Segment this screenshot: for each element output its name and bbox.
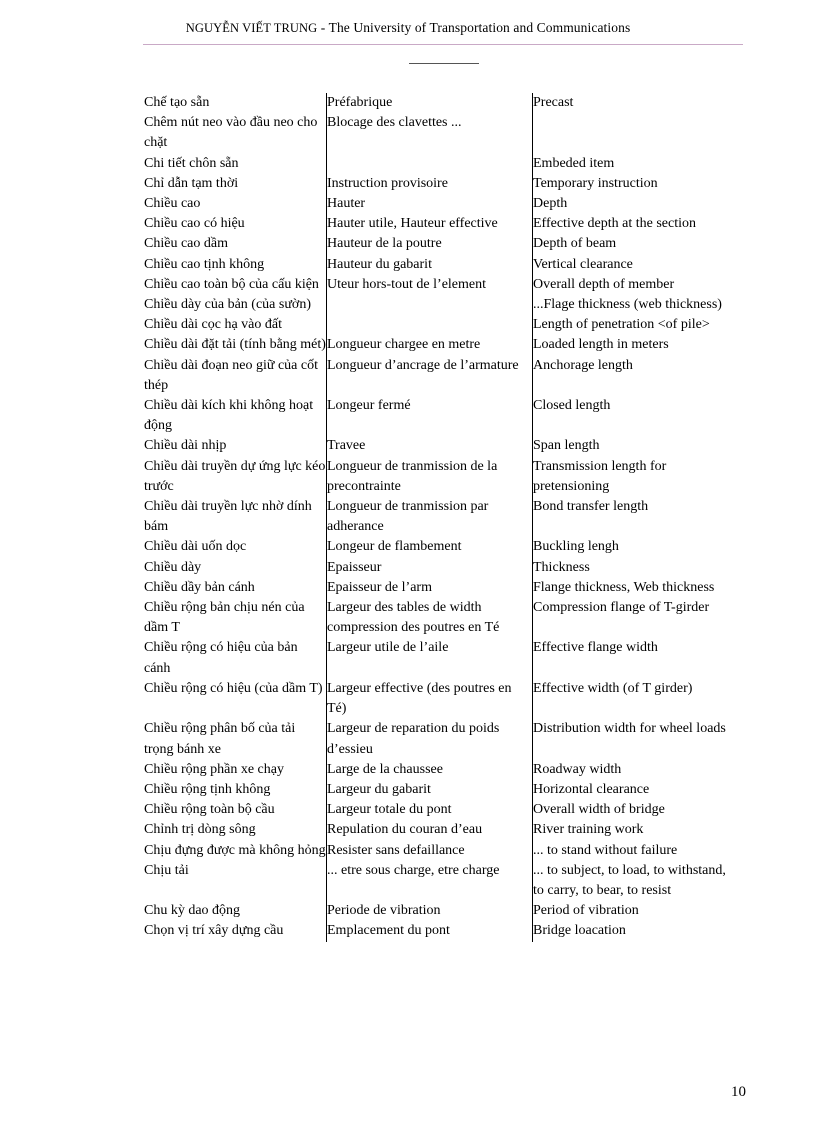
term-french: ... etre sous charge, etre charge bbox=[327, 861, 533, 901]
term-french bbox=[327, 154, 533, 174]
term-english: Horizontal clearance bbox=[533, 781, 650, 797]
glossary-row bbox=[144, 275, 729, 295]
term-french bbox=[327, 315, 533, 335]
term-vietnamese: Chiều rộng có hiệu của bản cánh bbox=[144, 638, 327, 678]
term-french: Epaisseur bbox=[327, 558, 533, 578]
term-english: Temporary instruction bbox=[533, 175, 658, 191]
term-french: Repulation du couran d’eau bbox=[327, 820, 533, 840]
term-english: ... to stand without failure bbox=[533, 842, 678, 858]
term-french: Largeur du gabarit bbox=[327, 780, 533, 800]
glossary-body bbox=[144, 93, 729, 942]
term-english: Effective depth at the section bbox=[533, 216, 697, 232]
term-vietnamese: Chiều dài kích khi không hoạt động bbox=[144, 396, 327, 436]
term-vietnamese: Chu kỳ dao động bbox=[144, 901, 327, 921]
glossary-row bbox=[144, 578, 729, 598]
term-vietnamese: Chiều dài truyền dự ứng lực kéo trước bbox=[144, 457, 327, 497]
term-french: Hauter bbox=[327, 194, 533, 214]
term-english: Roadway width bbox=[533, 761, 622, 777]
glossary-row bbox=[144, 861, 729, 901]
term-english: Thickness bbox=[533, 559, 590, 575]
term-french: Epaisseur de l’arm bbox=[327, 578, 533, 598]
term-english: Effective width (of T girder) bbox=[533, 680, 693, 696]
term-french: Largeur de reparation du poids d’essieu bbox=[327, 719, 533, 759]
term-vietnamese: Chiều cao dầm bbox=[144, 234, 327, 254]
glossary-row bbox=[144, 255, 729, 275]
glossary-row bbox=[144, 194, 729, 214]
term-vietnamese: Chiều dài đoạn neo giữ của cốt thép bbox=[144, 356, 327, 396]
glossary-row bbox=[144, 598, 729, 638]
term-english: Anchorage length bbox=[533, 357, 633, 373]
term-french: Travee bbox=[327, 436, 533, 456]
term-french: Resister sans defaillance bbox=[327, 841, 533, 861]
term-french: Longeur fermé bbox=[327, 396, 533, 436]
term-english: Length of penetration <of pile> bbox=[533, 317, 710, 333]
term-vietnamese: Chiều cao tịnh không bbox=[144, 255, 327, 275]
term-vietnamese: Chiều dày của bản (của sườn) bbox=[144, 295, 327, 315]
term-english: Depth of beam bbox=[533, 236, 617, 252]
glossary-table bbox=[144, 93, 729, 942]
term-vietnamese: Chỉ dẫn tạm thời bbox=[144, 174, 327, 194]
term-vietnamese: Chiều dầy bản cánh bbox=[144, 578, 327, 598]
glossary-row bbox=[144, 93, 729, 113]
term-vietnamese: Chiều rộng tịnh không bbox=[144, 780, 327, 800]
header-rule bbox=[143, 44, 743, 45]
term-french: Largeur utile de l’aile bbox=[327, 638, 533, 678]
term-french: Longueur de tranmission par adherance bbox=[327, 497, 533, 537]
term-vietnamese: Chiều dài nhịp bbox=[144, 436, 327, 456]
glossary-row bbox=[144, 113, 729, 153]
header-author: NGUYỄN VIẾT TRUNG bbox=[185, 21, 318, 35]
term-vietnamese: Chiều cao bbox=[144, 194, 327, 214]
term-french: Largeur totale du pont bbox=[327, 800, 533, 820]
term-vietnamese: Chỉnh trị dòng sông bbox=[144, 820, 327, 840]
glossary-row bbox=[144, 820, 729, 840]
term-vietnamese: Chọn vị trí xây dựng cầu bbox=[144, 921, 327, 941]
glossary-row bbox=[144, 841, 729, 861]
term-french: Hauteur du gabarit bbox=[327, 255, 533, 275]
term-english: Compression flange of T-girder bbox=[533, 600, 710, 616]
glossary-row bbox=[144, 921, 729, 941]
term-french: Periode de vibration bbox=[327, 901, 533, 921]
glossary-row bbox=[144, 497, 729, 537]
term-french: Emplacement du pont bbox=[327, 921, 533, 941]
term-vietnamese: Chiều rộng phân bố của tải trọng bánh xe bbox=[144, 719, 327, 759]
term-english: ...Flage thickness (web thickness) bbox=[533, 297, 722, 313]
term-french: Large de la chaussee bbox=[327, 760, 533, 780]
term-vietnamese: Chi tiết chôn sẵn bbox=[144, 154, 327, 174]
term-english: Period of vibration bbox=[533, 903, 639, 919]
term-english: Distribution width for wheel loads bbox=[533, 721, 726, 737]
term-french: Largeur des tables de width compression des poutres en Té bbox=[327, 598, 533, 638]
term-english: Bond transfer length bbox=[533, 499, 649, 515]
term-french: Uteur hors-tout de l’element bbox=[327, 275, 533, 295]
glossary-row bbox=[144, 295, 729, 315]
term-vietnamese: Chiều dài cọc hạ vào đất bbox=[144, 315, 327, 335]
term-english: Depth bbox=[533, 196, 568, 212]
term-english: Span length bbox=[533, 438, 600, 454]
term-english: Flange thickness, Web thickness bbox=[533, 579, 715, 595]
term-vietnamese: Chiều rộng có hiệu (của dầm T) bbox=[144, 679, 327, 719]
term-french: Longueur d’ancrage de l’armature bbox=[327, 356, 533, 396]
glossary-row bbox=[144, 436, 729, 456]
glossary-row bbox=[144, 638, 729, 678]
term-english bbox=[533, 113, 730, 153]
term-vietnamese: Chịu tải bbox=[144, 861, 327, 901]
term-english: Embeded item bbox=[533, 155, 615, 171]
header-subrule bbox=[409, 63, 479, 64]
term-french: Longueur chargee en metre bbox=[327, 335, 533, 355]
term-english: Vertical clearance bbox=[533, 256, 633, 272]
glossary-row bbox=[144, 174, 729, 194]
header-institution: The University of Transportation and Communications bbox=[328, 20, 631, 35]
term-vietnamese: Chế tạo sẵn bbox=[144, 93, 327, 113]
term-vietnamese: Chiều dài uốn dọc bbox=[144, 537, 327, 557]
term-french: Largeur effective (des poutres en Té) bbox=[327, 679, 533, 719]
term-vietnamese: Chêm nút neo vào đầu neo cho chặt bbox=[144, 113, 327, 153]
glossary-row bbox=[144, 780, 729, 800]
term-english: Overall width of bridge bbox=[533, 802, 665, 818]
term-english: Overall depth of member bbox=[533, 276, 675, 292]
glossary-row bbox=[144, 901, 729, 921]
term-vietnamese: Chiều dài truyền lực nhờ dính bám bbox=[144, 497, 327, 537]
term-english: Transmission length for pretensioning bbox=[533, 458, 667, 494]
term-english: River training work bbox=[533, 822, 644, 838]
term-vietnamese: Chiều dài đặt tải (tính bằng mét) bbox=[144, 335, 327, 355]
term-vietnamese: Chiều rộng toàn bộ cầu bbox=[144, 800, 327, 820]
term-english: Loaded length in meters bbox=[533, 337, 669, 353]
glossary-row bbox=[144, 719, 729, 759]
term-vietnamese: Chiều rộng bản chịu nén của dầm T bbox=[144, 598, 327, 638]
glossary-row bbox=[144, 214, 729, 234]
term-english: Buckling lengh bbox=[533, 539, 619, 555]
term-french: Préfabrique bbox=[327, 93, 533, 113]
glossary-row bbox=[144, 457, 729, 497]
glossary-row bbox=[144, 800, 729, 820]
term-french: Longeur de flambement bbox=[327, 537, 533, 557]
term-french: Longueur de tranmission de la precontrainte bbox=[327, 457, 533, 497]
term-french: Hauter utile, Hauteur effective bbox=[327, 214, 533, 234]
term-french: Blocage des clavettes ... bbox=[327, 113, 533, 153]
term-vietnamese: Chiều rộng phần xe chạy bbox=[144, 760, 327, 780]
term-vietnamese: Chiều cao toàn bộ của cấu kiện bbox=[144, 275, 327, 295]
term-vietnamese: Chiều cao có hiệu bbox=[144, 214, 327, 234]
glossary-row bbox=[144, 335, 729, 355]
glossary-row bbox=[144, 760, 729, 780]
term-french: Instruction provisoire bbox=[327, 174, 533, 194]
running-header bbox=[0, 20, 816, 36]
term-vietnamese: Chiều dày bbox=[144, 558, 327, 578]
term-french bbox=[327, 295, 533, 315]
term-english: Closed length bbox=[533, 398, 611, 414]
header-separator: - bbox=[320, 20, 326, 35]
glossary-row bbox=[144, 558, 729, 578]
glossary-row bbox=[144, 234, 729, 254]
glossary-row bbox=[144, 154, 729, 174]
term-french: Hauteur de la poutre bbox=[327, 234, 533, 254]
glossary-row bbox=[144, 356, 729, 396]
page-number: 10 bbox=[731, 1084, 746, 1100]
term-english: Precast bbox=[533, 95, 574, 110]
term-english: Bridge loacation bbox=[533, 923, 626, 939]
term-english: Effective flange width bbox=[533, 640, 658, 656]
glossary-row bbox=[144, 396, 729, 436]
glossary-row bbox=[144, 679, 729, 719]
term-english: ... to subject, to load, to withstand, to carry, to bear, to resist bbox=[533, 862, 726, 898]
glossary-row bbox=[144, 537, 729, 557]
glossary-row bbox=[144, 315, 729, 335]
term-vietnamese: Chịu đựng được mà không hỏng bbox=[144, 841, 327, 861]
